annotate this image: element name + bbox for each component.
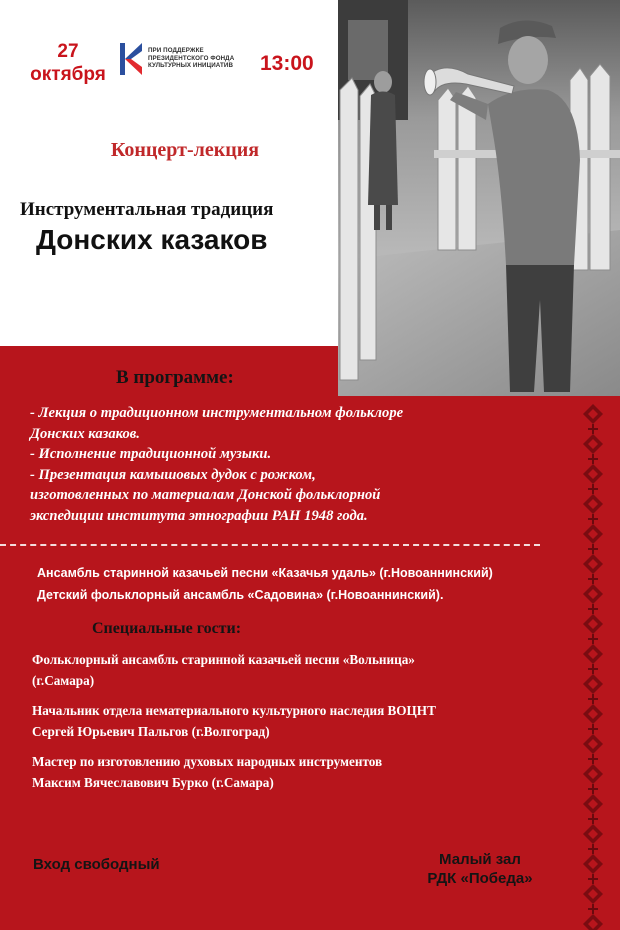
logo-line: КУЛЬТУРНЫХ ИНИЦИАТИВ	[148, 62, 234, 69]
horn-player-photo	[338, 0, 620, 396]
venue-line: РДК «Победа»	[427, 870, 533, 887]
date-month: октября	[30, 64, 106, 85]
program-line: - Лекция о традиционном инструментальном фольклоре	[30, 405, 404, 421]
program-line: - Презентация камышовых дудок с рожком,	[30, 466, 316, 483]
ornament-cross	[588, 514, 598, 524]
ornament-motif	[583, 644, 603, 664]
foundation-logo-icon	[120, 43, 142, 75]
ornament-motif	[583, 614, 603, 634]
archival-photo	[338, 0, 620, 396]
guest-line: Сергей Юрьевич Пальгов (г.Волгоград)	[32, 724, 270, 739]
program-line: Донских казаков.	[30, 425, 140, 442]
ornament-cross	[588, 844, 598, 854]
guests-heading: Специальные гости:	[92, 620, 242, 637]
ornament-motif	[583, 404, 603, 424]
ornament-motif	[583, 584, 603, 604]
dashed-divider	[0, 544, 540, 546]
free-entry: Вход свободный	[33, 856, 160, 873]
ornament-cross	[588, 544, 598, 554]
ornament-cross	[588, 424, 598, 434]
guest-line: Начальник отдела нематериального культурного наследия ВОЦНТ	[32, 703, 436, 718]
ornament-motif	[583, 764, 603, 784]
venue	[400, 850, 560, 888]
ornament-cross	[588, 754, 598, 764]
event-title: Донских казаков	[36, 224, 268, 255]
ornament-motif	[583, 524, 603, 544]
folk-ornament-border	[578, 396, 608, 930]
ensemble-line: Ансамбль старинной казачьей песни «Казачья удаль» (г.Новоаннинский)	[37, 566, 493, 580]
ornament-motif	[583, 824, 603, 844]
event-subtitle: Инструментальная традиция	[20, 199, 274, 220]
event-type: Концерт-лекция	[110, 139, 260, 161]
logo-line: ПРЕЗИДЕНТСКОГО ФОНДА	[148, 54, 235, 62]
ornament-motif	[583, 734, 603, 754]
ornament-cross	[588, 574, 598, 584]
event-time: 13:00	[260, 52, 314, 75]
date-day: 27	[57, 41, 79, 62]
ornament-motif	[583, 674, 603, 694]
program-heading: В программе:	[116, 367, 234, 388]
ornament-cross	[588, 664, 598, 674]
ornament-cross	[588, 454, 598, 464]
ornament-motif	[583, 914, 603, 930]
guest-line: Максим Вячеславович Бурко (г.Самара)	[32, 775, 274, 790]
program-line: - Исполнение традиционной музыки.	[30, 446, 272, 462]
ornament-cross	[588, 874, 598, 884]
ornament-cross	[588, 784, 598, 794]
guest-line: (г.Самара)	[32, 673, 95, 688]
ornament-motif	[583, 494, 603, 514]
program-line: изготовленных по материалам Донской фольклорной	[30, 487, 381, 503]
foundation-logo	[120, 43, 260, 75]
program-list	[30, 403, 550, 526]
guest-line: Мастер по изготовлению духовых народных инструментов	[32, 754, 383, 769]
ornament-motif	[583, 554, 603, 574]
event-date	[18, 40, 118, 86]
logo-line: ПРИ ПОДДЕРЖКЕ	[148, 47, 204, 54]
ornament-cross	[588, 814, 598, 824]
ornament-cross	[588, 724, 598, 734]
ornament-cross	[588, 904, 598, 914]
ornament-cross	[588, 694, 598, 704]
logo-text	[148, 47, 234, 70]
ornament-motif	[583, 704, 603, 724]
ornament-motif	[583, 884, 603, 904]
ornament-motif	[583, 854, 603, 874]
ornament-cross	[588, 484, 598, 494]
ornament-cross	[588, 604, 598, 614]
ornament-motif	[583, 464, 603, 484]
ensemble-line: Детский фольклорный ансамбль «Садовина» (г.Новоаннинский).	[37, 588, 444, 602]
ornament-cross	[588, 634, 598, 644]
ornament-motif	[583, 434, 603, 454]
venue-line: Малый зал	[439, 851, 521, 868]
guest-line: Фольклорный ансамбль старинной казачьей песни «Вольница»	[32, 652, 415, 667]
ornament-motif	[583, 794, 603, 814]
program-line: экспедиции института этнографии РАН 1948 года.	[30, 507, 368, 524]
